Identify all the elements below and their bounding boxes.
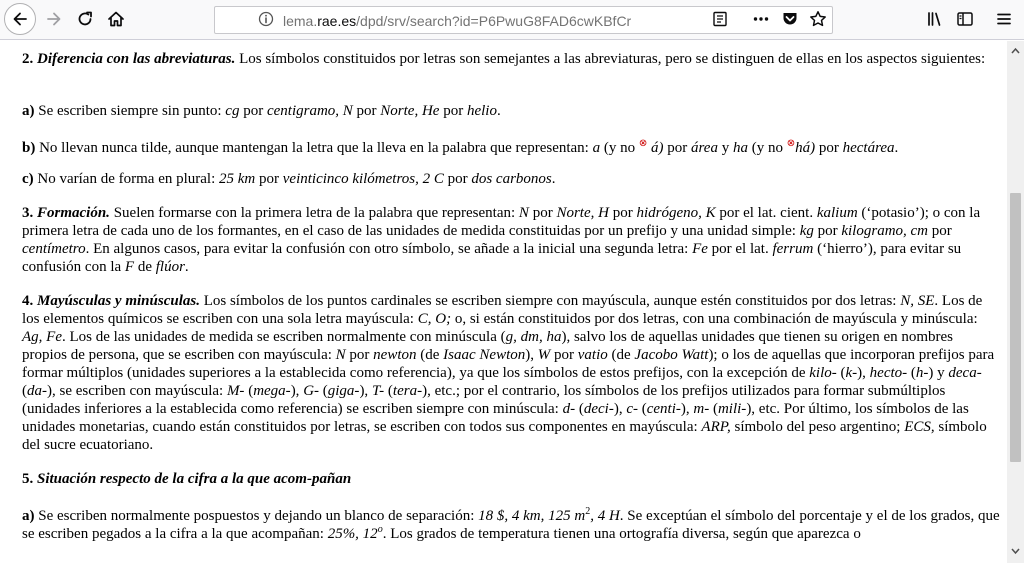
dictionary-article — [14, 41, 1000, 563]
info-icon — [258, 11, 274, 27]
text: (de — [607, 347, 635, 363]
example: , 4 H — [590, 508, 620, 524]
text: (y no — [600, 140, 639, 156]
section-5a — [22, 507, 1000, 543]
text: Los símbolos de los puntos cardinales se escriben siempre con mayúscula, aunque estén constituidos por dos letras: — [199, 293, 901, 309]
item-label: c) — [22, 171, 34, 187]
text: Se escriben siempre sin punto: — [34, 103, 226, 119]
text: por — [352, 103, 381, 119]
page-actions-icon — [752, 10, 770, 28]
example: Jacobo Watt — [634, 347, 709, 363]
text: por — [608, 205, 637, 221]
example: helio — [466, 103, 497, 119]
reader-view-icon — [712, 11, 728, 27]
home-button[interactable] — [102, 5, 130, 33]
example: á) — [647, 140, 664, 156]
vertical-scrollbar[interactable] — [1007, 41, 1024, 563]
url-host: rae.es — [317, 13, 357, 29]
section-3 — [22, 204, 1000, 276]
section-number: 4. — [22, 293, 34, 309]
text: y — [717, 140, 733, 156]
text: por — [255, 171, 283, 187]
example: N, SE — [900, 293, 935, 309]
url-text[interactable] — [283, 12, 631, 30]
text: ), — [290, 383, 304, 399]
superscript: 2 — [585, 506, 591, 517]
section-title: Situación respecto de la cifra a la que acom-pañan — [37, 471, 352, 487]
example: centi- — [646, 401, 681, 417]
example: g, dm, ha — [505, 329, 562, 345]
text: por — [928, 223, 952, 239]
example: W — [537, 347, 551, 363]
example: G- — [303, 383, 320, 399]
text: . — [551, 171, 556, 187]
text: ), salvo los de aquellas unidades que tienen su origen en nombres propios de persona, que se escriben con mayúscula: — [22, 329, 954, 363]
text: ( — [575, 401, 584, 417]
text: símbolo del sucre ecuatoriano. — [22, 419, 987, 453]
item-label: b) — [22, 140, 36, 156]
example: C, O; — [417, 311, 452, 327]
example: giga- — [327, 383, 360, 399]
scrollbar-thumb[interactable] — [1010, 193, 1021, 462]
section-number: 5. — [22, 471, 34, 487]
text: ( — [22, 383, 27, 399]
example: F — [124, 259, 135, 275]
browser-toolbar — [0, 0, 1024, 40]
text: por — [550, 347, 578, 363]
text: por — [239, 103, 267, 119]
text: por el lat. cient. — [715, 205, 817, 221]
section-2b — [22, 135, 1000, 157]
library-button[interactable] — [921, 5, 949, 33]
scroll-up-arrow-icon[interactable] — [1007, 44, 1024, 58]
text: por — [663, 140, 691, 156]
section-5 — [22, 470, 1000, 488]
text: por — [439, 103, 467, 119]
text: por el lat. — [707, 241, 773, 257]
example: kg — [799, 223, 814, 239]
url-prefix: lema. — [283, 13, 318, 29]
example: Fe — [692, 241, 708, 257]
text: ( — [384, 383, 393, 399]
text: Los símbolos constituidos por letras son semejantes a las abreviaturas, pero se distinguen de ellas en los aspectos siguientes: — [235, 51, 986, 67]
text: (‘hierro’), para evitar su confusión con la — [22, 241, 962, 275]
example: ha — [732, 140, 748, 156]
example: Isaac Newton — [443, 347, 526, 363]
text: . Los de las unidades de medida se escriben normalmente con minúscula ( — [61, 329, 506, 345]
example: 25%, 12 — [327, 526, 378, 542]
example: c- — [626, 401, 638, 417]
example: dos carbonos — [471, 171, 552, 187]
example: kilo- — [809, 365, 837, 381]
text: de — [134, 259, 156, 275]
reload-button[interactable] — [71, 5, 99, 33]
example: N — [518, 205, 529, 221]
example: h- — [915, 365, 929, 381]
text: . — [894, 140, 899, 156]
text: ) y — [928, 365, 949, 381]
site-info-button[interactable] — [252, 5, 280, 33]
text: . Los grados de temperatura tienen una ortografía diversa, según que aparezca o — [382, 526, 861, 542]
example: há) — [795, 140, 816, 156]
example: kalium — [816, 205, 858, 221]
example: vatio — [577, 347, 608, 363]
example: 25 km — [219, 171, 256, 187]
example: veinticinco kilómetros, 2 C — [282, 171, 444, 187]
forward-arrow-icon — [45, 10, 63, 28]
text: (de — [416, 347, 444, 363]
example: hecto- — [869, 365, 908, 381]
text: No varían de forma en plural: — [33, 171, 220, 187]
text: símbolo del peso argentino; — [730, 419, 905, 435]
text: No llevan nunca tilde, aunque mantengan la letra que la lleva en la palabra que representan: — [35, 140, 593, 156]
section-number: 2. — [22, 51, 34, 67]
text: por — [528, 205, 557, 221]
section-title: Formación. — [37, 205, 110, 221]
text: ), etc. Por último, los símbolos de las unidades monetarias, cuando están constituidos por letras, se escriben con todos sus componentes en mayúscula: — [22, 401, 969, 435]
text: ), — [359, 383, 372, 399]
text: ), etc.; por el contrario, los símbolos de los prefijos utilizados para formar submúltiplos (unidades inferiores a la establecida como referencia) se escriben siempre con minúscula: — [22, 383, 946, 417]
example: m- — [693, 401, 710, 417]
section-4 — [22, 292, 1000, 454]
hamburger-menu-icon — [995, 10, 1013, 28]
example: ARP, — [701, 419, 731, 435]
example: k- — [845, 365, 858, 381]
text: por — [443, 171, 472, 187]
text: ), — [613, 401, 627, 417]
forward-button[interactable] — [40, 5, 68, 33]
example: N — [335, 347, 346, 363]
example: flúor — [155, 259, 185, 275]
text: (y no — [747, 140, 787, 156]
library-icon — [926, 10, 944, 28]
item-label: a) — [22, 508, 35, 524]
incorrect-form-mark-icon: ⊗ — [786, 138, 796, 149]
example: T- — [371, 383, 385, 399]
example: mili- — [717, 401, 747, 417]
sidebar-icon — [956, 10, 974, 28]
text: Suelen formarse con la primera letra de la palabra que representan: — [109, 205, 519, 221]
text: por — [813, 223, 842, 239]
incorrect-form-mark-icon: ⊗ — [638, 138, 648, 149]
example: newton — [373, 347, 417, 363]
url-path: /dpd/srv/search?id=P6PwuG8FAD6cwKBfCr — [356, 13, 632, 29]
text: por — [345, 347, 374, 363]
example: centímetro — [22, 241, 86, 257]
bookmark-star-icon — [809, 10, 827, 28]
example: mega- — [253, 383, 291, 399]
text: ( — [907, 365, 916, 381]
example: centigramo, N — [266, 103, 353, 119]
section-2a — [22, 102, 1000, 120]
example: da- — [27, 383, 47, 399]
text: ( — [836, 365, 846, 381]
reload-icon — [76, 10, 94, 28]
page-actions-button[interactable] — [747, 5, 775, 33]
section-2c — [22, 170, 1000, 188]
text: (‘potasio’); o con la primera letra de cada uno de los formantes, en el caso de las unidades de medida constituidas por un prefijo y una unidad simple: — [22, 205, 981, 239]
sidebar-button[interactable] — [951, 5, 979, 33]
example: cg — [225, 103, 240, 119]
pocket-icon — [781, 10, 799, 28]
text: ( — [637, 401, 647, 417]
back-button[interactable] — [4, 3, 36, 35]
text: . Los de los elementos químicos se escriben con una sola letra mayúscula: — [22, 293, 983, 327]
example: deci- — [583, 401, 614, 417]
pocket-button[interactable] — [776, 5, 804, 33]
example: 18 $, 4 km, 125 m — [478, 508, 586, 524]
text: ( — [319, 383, 328, 399]
example: ferrum — [772, 241, 814, 257]
text: . — [184, 259, 189, 275]
text: ( — [709, 401, 718, 417]
example: Norte, H — [556, 205, 609, 221]
example: Ag, Fe — [22, 329, 62, 345]
example: área — [691, 140, 718, 156]
example: ECS, — [904, 419, 935, 435]
section-2 — [22, 50, 1000, 68]
example: kilogramo, cm — [841, 223, 929, 239]
text: ), se escriben con mayúscula: — [47, 383, 227, 399]
text: . En algunos casos, para evitar la confusión con otro símbolo, se añade a la inicial una segunda letra: — [85, 241, 693, 257]
reader-view-button[interactable] — [706, 5, 734, 33]
scroll-down-arrow-icon[interactable] — [1007, 544, 1024, 558]
text: ), — [857, 365, 870, 381]
example: Norte, He — [380, 103, 440, 119]
item-label: a) — [22, 103, 35, 119]
back-arrow-icon — [11, 10, 29, 28]
text: . — [496, 103, 501, 119]
section-title: Diferencia con las abreviaturas. — [37, 51, 236, 67]
text: ), — [525, 347, 538, 363]
text: por — [815, 140, 843, 156]
example: deca- — [948, 365, 982, 381]
text: ), — [680, 401, 694, 417]
example: M- — [226, 383, 245, 399]
example: hidrógeno, K — [636, 205, 716, 221]
text: . Se exceptúan el símbolo del porcentaje y el de los grados, que se escriben pegados a la cifra a la que acompañan: — [22, 508, 1000, 542]
text: ( — [244, 383, 254, 399]
bookmark-button[interactable] — [804, 5, 832, 33]
text: o, si están constituidos por dos letras, con una combinación de mayúscula y minúscula: — [451, 311, 978, 327]
example: hectárea — [842, 140, 895, 156]
text: ); o los de aquellas que incorporan prefijos para formar múltiplos (unidades superiores a la establecida como referencia), ya que los símbolos de estos prefijos, con la excepción de — [22, 347, 995, 381]
text: Se escriben normalmente pospuestos y dejando un blanco de separación: — [34, 508, 479, 524]
superscript: o — [377, 524, 383, 535]
menu-button[interactable] — [990, 5, 1018, 33]
section-number: 3. — [22, 205, 34, 221]
example: tera- — [392, 383, 423, 399]
example: d- — [562, 401, 576, 417]
section-title: Mayúsculas y minúsculas. — [37, 293, 200, 309]
home-icon — [107, 10, 125, 28]
example: a — [592, 140, 601, 156]
